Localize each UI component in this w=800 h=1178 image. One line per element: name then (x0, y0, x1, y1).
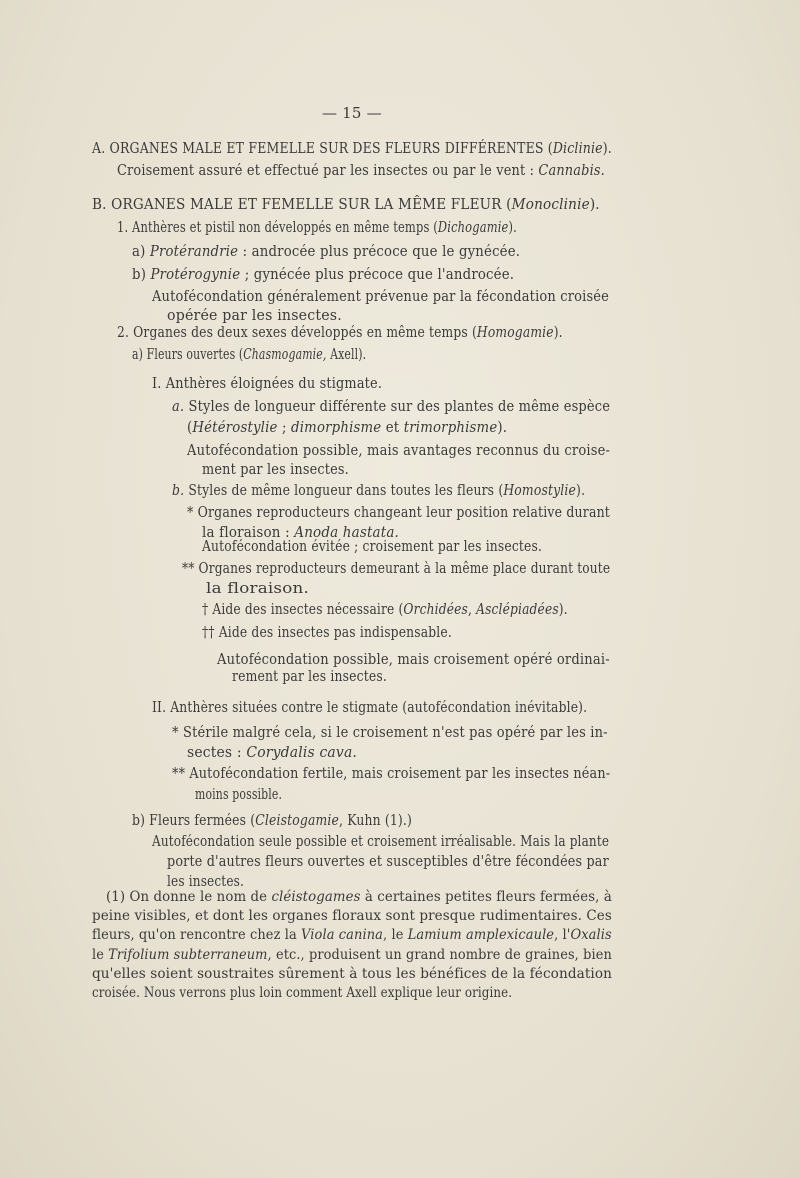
text-line (117, 162, 605, 180)
text-segment: A. ORGANES MALE ET FEMELLE SUR DES FLEURS DIFFÉRENTES ( (92, 141, 553, 157)
text-line (202, 461, 349, 479)
text-line (172, 765, 610, 783)
italic-text: Orchidées (403, 602, 468, 618)
footnote-line (92, 907, 612, 925)
text-segment: I. Anthères éloignées du stigmate. (152, 376, 383, 392)
text-line (195, 786, 282, 804)
text-line (187, 442, 610, 460)
italic-text: Hétérostylie (192, 420, 278, 436)
footnote-line (92, 946, 612, 964)
text-line (187, 744, 357, 762)
text-segment: ment par les insectes. (202, 462, 349, 478)
text-segment: Autofécondation généralement prévenue par la fécondation croisée (152, 289, 610, 305)
text-segment: ). (497, 420, 508, 436)
italic-text: a. (172, 399, 185, 415)
text-line (172, 724, 608, 742)
footnote-line (92, 926, 612, 944)
text-segment: ). (576, 483, 586, 499)
footnote-line (92, 984, 512, 1002)
text-segment: la floraison. (206, 581, 309, 597)
italic-text: Dichogamie (437, 220, 509, 236)
text-segment: le (92, 947, 109, 963)
italic-text: b. (172, 483, 185, 499)
text-segment: , etc., produisent un grand nombre de graines, bien (267, 947, 612, 963)
text-segment: ). (602, 141, 612, 157)
text-segment: ; gynécée plus précoce que l'androcée. (240, 267, 515, 283)
italic-text: Oxalis (570, 927, 612, 943)
text-line (167, 853, 609, 871)
text-segment: * Organes reproducteurs changeant leur position relative durant (187, 505, 611, 521)
text-segment: b) (132, 267, 151, 283)
text-line (132, 243, 520, 261)
text-segment: porte d'autres fleurs ouvertes et susceptibles d'être fécondées par (167, 854, 609, 870)
text-line (206, 580, 309, 598)
text-segment: , l' (554, 927, 571, 943)
text-segment: , le (383, 927, 408, 943)
italic-text: Asclépiadées (476, 602, 559, 618)
italic-text: Cannabis. (538, 163, 605, 179)
text-segment: ( (187, 420, 193, 436)
text-line (202, 601, 568, 619)
text-line (92, 196, 600, 214)
italic-text: Protérandrie (149, 244, 239, 260)
italic-text: cléistogames (271, 889, 361, 905)
italic-text: Monoclinie (511, 197, 590, 213)
text-segment: Autofécondation possible, mais avantages reconnus du croise- (187, 443, 611, 459)
text-segment: ). (589, 197, 600, 213)
text-segment: †† Aide des insectes pas indispensable. (202, 625, 452, 641)
text-segment: II. Anthères situées contre le stigmate (autofécondation inévitable). (152, 700, 588, 716)
text-segment: Autofécondation possible, mais croisement opéré ordinai- (217, 652, 610, 668)
text-line (132, 346, 366, 364)
italic-text: Lamium amplexicaule (407, 927, 555, 943)
text-segment: les insectes. (167, 874, 245, 890)
footnote-line (92, 965, 612, 983)
text-line (132, 812, 412, 830)
text-line (182, 560, 610, 578)
text-segment: , (467, 602, 477, 618)
italic-text: Trifolium subterraneum (108, 947, 268, 963)
italic-text: Corydalis cava. (246, 745, 358, 761)
text-segment: 1. Anthères et pistil non développés en même temps ( (117, 220, 438, 236)
text-segment: Autofécondation évitée ; croisement par les insectes. (202, 539, 543, 555)
text-line (202, 624, 452, 642)
text-segment: Styles de longueur différente sur des plantes de même espèce (184, 399, 611, 415)
text-line (232, 668, 387, 686)
italic-text: Homostylie (503, 483, 577, 499)
text-line (202, 538, 542, 556)
italic-text: Diclinie (552, 141, 603, 157)
page-number: — 15 — (322, 104, 382, 122)
text-segment: 2. Organes des deux sexes développés en même temps ( (117, 325, 477, 341)
text-line (167, 307, 342, 325)
text-line (152, 375, 382, 393)
italic-text: Protérogynie (150, 267, 241, 283)
text-line (117, 324, 563, 342)
text-segment: B. ORGANES MALE ET FEMELLE SUR LA MÊME FLEUR ( (92, 197, 512, 213)
text-line (132, 266, 514, 284)
italic-text: Anoda hastata. (294, 525, 400, 541)
text-line (217, 651, 610, 669)
text-segment: Croisement assuré et effectué par les insectes ou par le vent : (117, 163, 539, 179)
text-segment: ** Organes reproducteurs demeurant à la même place durant toute (182, 561, 611, 577)
text-segment: a) Fleurs ouvertes ( (132, 347, 244, 363)
text-line (152, 288, 609, 306)
text-segment: opérée par les insectes. (167, 308, 342, 324)
text-line (172, 482, 585, 500)
text-segment: ). (553, 325, 563, 341)
text-segment: (1) On donne le nom de (106, 889, 272, 905)
text-segment: ). (558, 602, 568, 618)
text-line (117, 219, 517, 237)
text-segment: ; (277, 420, 292, 436)
italic-text: dimorphisme (291, 420, 382, 436)
text-line (152, 699, 587, 717)
italic-text: trimorphisme (403, 420, 498, 436)
text-segment: ). (508, 220, 517, 236)
text-segment: Axell). (326, 347, 367, 363)
text-segment: Styles de même longueur dans toutes les fleurs ( (184, 483, 504, 499)
text-segment: qu'elles soient soustraites sûrement à tous les bénéfices de la fécondation (92, 966, 613, 982)
text-line (172, 398, 610, 416)
text-segment: Autofécondation seule possible et croisement irréalisable. Mais la plante (152, 834, 610, 850)
italic-text: Chasmogamie, (243, 347, 327, 363)
text-line (152, 833, 609, 851)
text-segment: croisée. Nous verrons plus loin comment Axell explique leur origine. (92, 985, 513, 1001)
text-line (92, 140, 612, 158)
text-segment: moins possible. (195, 787, 283, 803)
text-segment: : androcée plus précoce que le gynécée. (238, 244, 521, 260)
text-segment: b) Fleurs fermées ( (132, 813, 256, 829)
text-segment: fleurs, qu'on rencontre chez la (92, 927, 302, 943)
text-segment: a) (132, 244, 150, 260)
text-segment: , Kuhn (1).) (339, 813, 413, 829)
text-line (187, 504, 610, 522)
italic-text: Homogamie (476, 325, 554, 341)
footnote-line (106, 888, 612, 906)
text-segment: à certaines petites fleurs fermées, à (360, 889, 612, 905)
italic-text: Cleistogamie (255, 813, 340, 829)
text-segment: et (381, 420, 404, 436)
italic-text: Viola canina (301, 927, 384, 943)
text-segment: peine visibles, et dont les organes floraux sont presque rudimentaires. Ces (92, 908, 612, 924)
text-segment: * Stérile malgré cela, si le croisement n'est pas opéré par les in- (172, 725, 608, 741)
text-segment: la floraison : (202, 525, 295, 541)
text-segment: rement par les insectes. (232, 669, 388, 685)
text-segment: sectes : (187, 745, 247, 761)
text-segment: ** Autofécondation fertile, mais croisement par les insectes néan- (172, 766, 611, 782)
text-line (187, 419, 507, 437)
text-segment: † Aide des insectes nécessaire ( (202, 602, 404, 618)
